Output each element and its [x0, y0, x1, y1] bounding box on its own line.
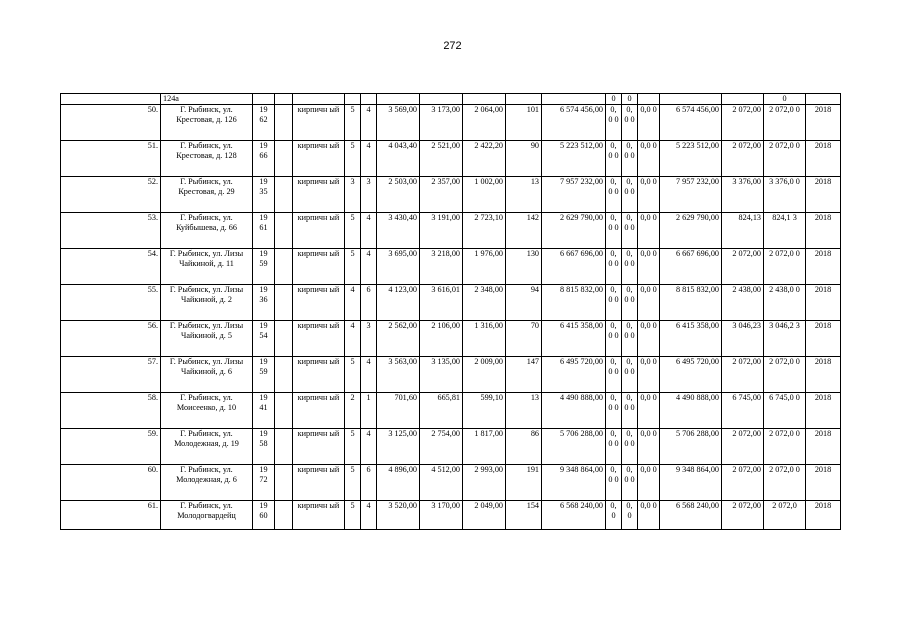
- table-row: [61, 357, 841, 393]
- row-number-cell: 60.: [61, 465, 161, 501]
- row-number-cell: 50.: [61, 105, 161, 141]
- amount-cell: 0, 0 0: [606, 249, 622, 285]
- table-row: [61, 429, 841, 465]
- unit-cost-cell: 2 072,00: [722, 105, 764, 141]
- unit-cost-limit-cell: 2 072,0 0: [764, 357, 806, 393]
- total-area-cell: 3 563,00: [377, 357, 420, 393]
- amount-cell: 0, 0 0: [622, 141, 638, 177]
- floors-cell: 5: [345, 249, 361, 285]
- amount-cell: 0, 0 0: [622, 177, 638, 213]
- cost-cell: 6 495 720,00: [542, 357, 606, 393]
- area-cell: 2 723,10: [463, 213, 506, 249]
- amount-cell: 0,0 0: [638, 285, 660, 321]
- table-row: [61, 141, 841, 177]
- address-cell: Г. Рыбинск, ул. Лизы Чайкиной, д. 6: [161, 357, 253, 393]
- unit-cost-cell: 3 046,23: [722, 321, 764, 357]
- row-number-cell: 51.: [61, 141, 161, 177]
- entrances-cell: 4: [361, 429, 377, 465]
- amount-cell: 0,0 0: [638, 141, 660, 177]
- total-area-cell: 4 896,00: [377, 465, 420, 501]
- build-year-cell: 19 54: [253, 321, 275, 357]
- entrances-cell: 4: [361, 501, 377, 530]
- floors-cell: 5: [345, 465, 361, 501]
- amount-cell: 0, 0: [622, 501, 638, 530]
- amount-cell: 0,0 0: [638, 105, 660, 141]
- entrances-cell: 3: [361, 321, 377, 357]
- table-row: [61, 177, 841, 213]
- unit-cost-limit-cell: 2 072,0: [764, 501, 806, 530]
- living-area-cell: 3 616,01: [420, 285, 463, 321]
- plan-year-cell: 2018: [806, 105, 841, 141]
- empty-cell: [275, 321, 293, 357]
- unit-cost-limit-cell: 3 046,2 3: [764, 321, 806, 357]
- amount-cell: 0,0 0: [638, 429, 660, 465]
- cost-cell: 8 815 832,00: [542, 285, 606, 321]
- unit-cost-limit-cell: 2 438,0 0: [764, 285, 806, 321]
- cost-cell: 6 667 696,00: [542, 249, 606, 285]
- amount-cell: 0, 0 0: [606, 429, 622, 465]
- amount-cell: 0,0 0: [638, 357, 660, 393]
- living-area-cell: 2 357,00: [420, 177, 463, 213]
- total-area-cell: 3 520,00: [377, 501, 420, 530]
- wall-material-cell: кирпичн ый: [293, 177, 345, 213]
- amount-cell: 7 957 232,00: [660, 177, 722, 213]
- residents-cell: 142: [506, 213, 542, 249]
- amount-cell: 0, 0 0: [606, 177, 622, 213]
- build-year-cell: 19 41: [253, 393, 275, 429]
- unit-cost-cell: 2 072,00: [722, 249, 764, 285]
- total-area-cell: 4 123,00: [377, 285, 420, 321]
- amount-cell: 0, 0 0: [622, 393, 638, 429]
- amount-cell: 0,0 0: [638, 177, 660, 213]
- address-cell: Г. Рыбинск, ул. Моисеенко, д. 10: [161, 393, 253, 429]
- build-year-cell: 19 58: [253, 429, 275, 465]
- address-cell: Г. Рыбинск, ул. Молодежная, д. 19: [161, 429, 253, 465]
- area-cell: 2 348,00: [463, 285, 506, 321]
- living-area-cell: 3 170,00: [420, 501, 463, 530]
- unit-cost-cell: 6 745,00: [722, 393, 764, 429]
- floors-cell: 5: [345, 105, 361, 141]
- area-cell: 2 993,00: [463, 465, 506, 501]
- area-cell: 1 316,00: [463, 321, 506, 357]
- table-row: [61, 393, 841, 429]
- table-row: [61, 501, 841, 530]
- empty-cell: [275, 465, 293, 501]
- amount-cell: 6 415 358,00: [660, 321, 722, 357]
- address-cell: 124а: [161, 94, 253, 105]
- floors-cell: 5: [345, 141, 361, 177]
- table-row-continued: [61, 94, 841, 105]
- row-number-cell: 61.: [61, 501, 161, 530]
- cost-cell: 7 957 232,00: [542, 177, 606, 213]
- build-year-cell: 19 62: [253, 105, 275, 141]
- entrances-cell: 6: [361, 285, 377, 321]
- table-row: [61, 285, 841, 321]
- area-cell: 1 002,00: [463, 177, 506, 213]
- empty-cell: [275, 177, 293, 213]
- residents-cell: 13: [506, 393, 542, 429]
- plan-year-cell: 2018: [806, 177, 841, 213]
- floors-cell: 3: [345, 177, 361, 213]
- residents-cell: 13: [506, 177, 542, 213]
- row-number-cell: 52.: [61, 177, 161, 213]
- amount-cell: 0, 0 0: [606, 141, 622, 177]
- entrances-cell: 4: [361, 357, 377, 393]
- amount-cell: 0, 0 0: [606, 213, 622, 249]
- living-area-cell: 3 218,00: [420, 249, 463, 285]
- area-cell: 2 422,20: [463, 141, 506, 177]
- unit-cost-limit-cell: 824,1 3: [764, 213, 806, 249]
- wall-material-cell: кирпичн ый: [293, 141, 345, 177]
- residents-cell: 101: [506, 105, 542, 141]
- cost-cell: 9 348 864,00: [542, 465, 606, 501]
- cost-cell: 6 415 358,00: [542, 321, 606, 357]
- address-cell: Г. Рыбинск, ул. Лизы Чайкиной, д. 5: [161, 321, 253, 357]
- empty-cell: [275, 105, 293, 141]
- residents-cell: 86: [506, 429, 542, 465]
- entrances-cell: 4: [361, 141, 377, 177]
- unit-cost-limit-cell: 2 072,0 0: [764, 249, 806, 285]
- wall-material-cell: кирпичн ый: [293, 249, 345, 285]
- living-area-cell: 4 512,00: [420, 465, 463, 501]
- amount-cell: 6 574 456,00: [660, 105, 722, 141]
- row-number-cell: 58.: [61, 393, 161, 429]
- build-year-cell: 19 36: [253, 285, 275, 321]
- living-area-cell: 3 191,00: [420, 213, 463, 249]
- address-cell: Г. Рыбинск, ул. Куйбышева, д. 66: [161, 213, 253, 249]
- build-year-cell: 19 66: [253, 141, 275, 177]
- plan-year-cell: 2018: [806, 465, 841, 501]
- amount-cell: 6 667 696,00: [660, 249, 722, 285]
- empty-cell: [275, 285, 293, 321]
- address-cell: Г. Рыбинск, ул. Лизы Чайкиной, д. 2: [161, 285, 253, 321]
- floors-cell: 5: [345, 501, 361, 530]
- amount-cell: 2 629 790,00: [660, 213, 722, 249]
- living-area-cell: 3 135,00: [420, 357, 463, 393]
- amount-cell: 9 348 864,00: [660, 465, 722, 501]
- unit-cost-cell: 3 376,00: [722, 177, 764, 213]
- plan-year-cell: 2018: [806, 429, 841, 465]
- plan-year-cell: 2018: [806, 249, 841, 285]
- unit-cost-limit-cell: 2 072,0 0: [764, 141, 806, 177]
- address-cell: Г. Рыбинск, ул. Лизы Чайкиной, д. 11: [161, 249, 253, 285]
- amount-cell: 0, 0 0: [622, 285, 638, 321]
- floors-cell: 5: [345, 429, 361, 465]
- living-area-cell: 2 106,00: [420, 321, 463, 357]
- address-cell: Г. Рыбинск, ул. Крестовая, д. 128: [161, 141, 253, 177]
- table-body: [61, 94, 841, 530]
- build-year-cell: 19 60: [253, 501, 275, 530]
- amount-cell: 6 495 720,00: [660, 357, 722, 393]
- amount-cell: 0, 0 0: [622, 357, 638, 393]
- amount-cell: 5 706 288,00: [660, 429, 722, 465]
- unit-cost-limit-cell: 6 745,0 0: [764, 393, 806, 429]
- unit-cost-cell: 2 072,00: [722, 141, 764, 177]
- residents-cell: 94: [506, 285, 542, 321]
- amount-cell: 4 490 888,00: [660, 393, 722, 429]
- entrances-cell: 4: [361, 105, 377, 141]
- table-row: [61, 249, 841, 285]
- area-cell: 599,10: [463, 393, 506, 429]
- amount-cell: 0, 0 0: [622, 249, 638, 285]
- wall-material-cell: кирпичн ый: [293, 285, 345, 321]
- amount-cell: 0: [622, 94, 638, 105]
- wall-material-cell: кирпичн ый: [293, 321, 345, 357]
- residents-cell: 70: [506, 321, 542, 357]
- amount-cell: 0,0 0: [638, 249, 660, 285]
- plan-year-cell: 2018: [806, 321, 841, 357]
- build-year-cell: 19 72: [253, 465, 275, 501]
- amount-cell: 0,0 0: [638, 393, 660, 429]
- unit-cost-cell: 2 072,00: [722, 429, 764, 465]
- empty-cell: [275, 429, 293, 465]
- amount-cell: 0, 0 0: [622, 429, 638, 465]
- amount-cell: 0, 0: [606, 501, 622, 530]
- area-cell: 1 817,00: [463, 429, 506, 465]
- cost-cell: 4 490 888,00: [542, 393, 606, 429]
- plan-year-cell: 2018: [806, 501, 841, 530]
- build-year-cell: 19 59: [253, 249, 275, 285]
- area-cell: 2 064,00: [463, 105, 506, 141]
- entrances-cell: 1: [361, 393, 377, 429]
- table-row: [61, 105, 841, 141]
- empty-cell: [275, 141, 293, 177]
- cost-cell: 6 574 456,00: [542, 105, 606, 141]
- address-cell: Г. Рыбинск, ул. Молодогвардейц: [161, 501, 253, 530]
- plan-year-cell: 2018: [806, 213, 841, 249]
- living-area-cell: 2 754,00: [420, 429, 463, 465]
- build-year-cell: 19 61: [253, 213, 275, 249]
- total-area-cell: 2 562,00: [377, 321, 420, 357]
- amount-cell: 0,0 0: [638, 501, 660, 530]
- plan-year-cell: 2018: [806, 393, 841, 429]
- page-number: 272: [443, 40, 462, 52]
- unit-cost-cell: 2 438,00: [722, 285, 764, 321]
- address-cell: Г. Рыбинск, ул. Крестовая, д. 29: [161, 177, 253, 213]
- row-number-cell: 55.: [61, 285, 161, 321]
- cost-cell: 5 223 512,00: [542, 141, 606, 177]
- plan-year-cell: 2018: [806, 285, 841, 321]
- living-area-cell: 2 521,00: [420, 141, 463, 177]
- floors-cell: 5: [345, 213, 361, 249]
- floors-cell: 4: [345, 321, 361, 357]
- amount-cell: 0, 0 0: [606, 285, 622, 321]
- amount-cell: 0,0 0: [638, 465, 660, 501]
- floors-cell: 4: [345, 285, 361, 321]
- floors-cell: 5: [345, 357, 361, 393]
- total-area-cell: 3 125,00: [377, 429, 420, 465]
- table-row: [61, 321, 841, 357]
- amount-cell: 0, 0 0: [622, 321, 638, 357]
- table-row: [61, 465, 841, 501]
- amount-cell: 0, 0 0: [622, 105, 638, 141]
- total-area-cell: 3 569,00: [377, 105, 420, 141]
- amount-cell: 0, 0 0: [606, 465, 622, 501]
- area-cell: 2 009,00: [463, 357, 506, 393]
- wall-material-cell: кирпичн ый: [293, 213, 345, 249]
- amount-cell: 8 815 832,00: [660, 285, 722, 321]
- amount-cell: 0, 0 0: [606, 393, 622, 429]
- entrances-cell: 6: [361, 465, 377, 501]
- address-cell: Г. Рыбинск, ул. Молодежная, д. 6: [161, 465, 253, 501]
- unit-cost-cell: 2 072,00: [722, 357, 764, 393]
- unit-cost-cell: 2 072,00: [722, 501, 764, 530]
- cost-cell: 5 706 288,00: [542, 429, 606, 465]
- empty-cell: [275, 213, 293, 249]
- residents-cell: 154: [506, 501, 542, 530]
- unit-cost-limit-cell: 2 072,0 0: [764, 465, 806, 501]
- wall-material-cell: кирпичн ый: [293, 465, 345, 501]
- empty-cell: [275, 249, 293, 285]
- amount-cell: 0, 0 0: [606, 105, 622, 141]
- wall-material-cell: кирпичн ый: [293, 357, 345, 393]
- residents-cell: 90: [506, 141, 542, 177]
- plan-year-cell: 2018: [806, 141, 841, 177]
- entrances-cell: 3: [361, 177, 377, 213]
- wall-material-cell: кирпичн ый: [293, 429, 345, 465]
- build-year-cell: 19 59: [253, 357, 275, 393]
- housing-register-table: [60, 93, 841, 530]
- wall-material-cell: кирпичн ый: [293, 393, 345, 429]
- unit-cost-cell: 2 072,00: [722, 465, 764, 501]
- amount-cell: 0,0 0: [638, 213, 660, 249]
- total-area-cell: 701,60: [377, 393, 420, 429]
- amount-cell: 6 568 240,00: [660, 501, 722, 530]
- wall-material-cell: кирпичн ый: [293, 105, 345, 141]
- row-number-cell: 56.: [61, 321, 161, 357]
- amount-cell: 0, 0 0: [622, 213, 638, 249]
- amount-cell: 0, 0 0: [622, 465, 638, 501]
- amount-cell: 0, 0 0: [606, 321, 622, 357]
- amount-cell: 0, 0 0: [606, 357, 622, 393]
- row-number-cell: 59.: [61, 429, 161, 465]
- cost-cell: 6 568 240,00: [542, 501, 606, 530]
- total-area-cell: 3 695,00: [377, 249, 420, 285]
- address-cell: Г. Рыбинск, ул. Крестовая, д. 126: [161, 105, 253, 141]
- build-year-cell: 19 35: [253, 177, 275, 213]
- residents-cell: 191: [506, 465, 542, 501]
- wall-material-cell: кирпичн ый: [293, 501, 345, 530]
- total-area-cell: 4 043,40: [377, 141, 420, 177]
- amount-cell: 0: [764, 94, 806, 105]
- area-cell: 2 049,00: [463, 501, 506, 530]
- amount-cell: 0,0 0: [638, 321, 660, 357]
- plan-year-cell: 2018: [806, 357, 841, 393]
- amount-cell: 5 223 512,00: [660, 141, 722, 177]
- table-row: [61, 213, 841, 249]
- unit-cost-limit-cell: 2 072,0 0: [764, 105, 806, 141]
- row-number-cell: 54.: [61, 249, 161, 285]
- cost-cell: 2 629 790,00: [542, 213, 606, 249]
- residents-cell: 130: [506, 249, 542, 285]
- floors-cell: 2: [345, 393, 361, 429]
- unit-cost-cell: 824,13: [722, 213, 764, 249]
- empty-cell: [275, 357, 293, 393]
- entrances-cell: 4: [361, 213, 377, 249]
- living-area-cell: 665,81: [420, 393, 463, 429]
- amount-cell: 0: [606, 94, 622, 105]
- area-cell: 1 976,00: [463, 249, 506, 285]
- empty-cell: [275, 501, 293, 530]
- unit-cost-limit-cell: 2 072,0 0: [764, 429, 806, 465]
- total-area-cell: 2 503,00: [377, 177, 420, 213]
- total-area-cell: 3 430,40: [377, 213, 420, 249]
- residents-cell: 147: [506, 357, 542, 393]
- empty-cell: [275, 393, 293, 429]
- row-number-cell: 53.: [61, 213, 161, 249]
- entrances-cell: 4: [361, 249, 377, 285]
- living-area-cell: 3 173,00: [420, 105, 463, 141]
- unit-cost-limit-cell: 3 376,0 0: [764, 177, 806, 213]
- row-number-cell: 57.: [61, 357, 161, 393]
